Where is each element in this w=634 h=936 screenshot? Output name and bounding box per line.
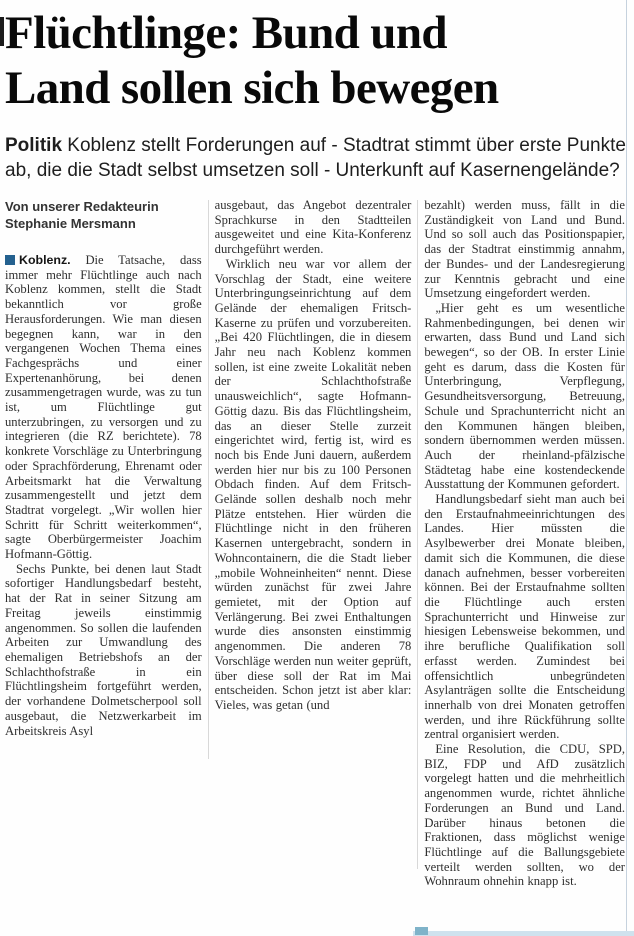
article-headline [4, 6, 625, 116]
byline-line-2: Stephanie Mersmann [5, 216, 136, 231]
paragraph: Wirklich neu war vor allem der Vorschlag der Stadt, eine weitere Unterbringungseinrichtung auf dem Gelände der ehemaligen Fritsch-Kaserne zu prüfen und vorzubereiten. „Bei 420 Flüchtlingen, die in diesem Jahr neu nach Koblenz kommen sollen, ist eine zweite Lokalität neben der Schlachthofstraße unausweichlich“, sagte Hofmann-Göttig dazu. Bis das Flüchtlingsheim, das an dieser Stelle zurzeit eingerichtet wird, fertig ist, wird es noch bis Ende Juni dauern, außerdem werden hier nur bis zu 100 Personen Obdach finden. Auf dem Fritsch-Gelände sollen deshalb noch mehr Plätze entstehen. Hier würden die Flüchtlinge nicht in den früheren Kasernen untergebracht, sondern in Wohncontainern, die die Stadt lieber „mobile Wohneinheiten“ nennt. Diese würden zunächst für zwei Jahre gemietet, mit der Option auf Verlängerung. Bei zwei Enthaltungen wurde dies ansonsten einstimmig angenommen. Die anderen 78 Vorschläge werden nun weiter geprüft, über diese soll der Rat im Mai entscheiden. Schon jetzt ist aber klar: Vieles, was getan (und [214, 256, 412, 712]
dateline-bullet-icon [5, 255, 15, 265]
dateline: Koblenz. [19, 253, 71, 267]
scan-right-edge [626, 0, 627, 936]
column-1 [5, 198, 202, 889]
byline-line-1: Von unserer Redakteurin [5, 199, 159, 214]
article-subhead [5, 133, 626, 183]
paragraph: Handlungsbedarf sieht man auch bei den Erstaufnahmeeinrichtungen des Landes. Hier müssten die Asylbewerber drei Monate bleiben, damit sich die Kommunen, die diese danach aufnehmen, besser vorbereiten können. Bei der Erstaufnahme sollten die Flüchtlinge auch ersten Sprachunterricht und Hinweise zur hiesigen Lebensweise bekommen, und ihre berufliche Qualifikation soll erfasst werden. Zumindest bei offensichtlich unbegründeten Asylanträgen sollte die Entscheidung innerhalb von drei Monaten getroffen werden, und ihre Rückführung sollte zentral organisiert werden. [424, 492, 625, 742]
paragraph: Eine Resolution, die CDU, SPD, BIZ, FDP und AfD zusätzlich vorgelegt hatten und die mehrheitlich angenommen wurde, richtet ähnliche Forderungen an Bund und Land. Darüber hinaus betonen die Fraktionen, dass möglichst wenige Flüchtlinge auf die Ballungsgebiete verteilt werden sollten, wo der Wohnraum ohnehin knapp ist. [424, 742, 625, 889]
column-2 [215, 198, 412, 889]
scan-edge-mark [0, 17, 4, 46]
paragraph-lead [5, 253, 202, 562]
paragraph: „Hier geht es um wesentliche Rahmenbedingungen, bei denen wir erwarten, dass Bund und Land sich bewegen“, so der OB. In erster Linie geht es darum, dass die Kosten für Unterbringung, Verpflegung, Gesundheitsversorgung, Betreuung, Schule und Sprachunterricht nicht an den Kommunen hängen bleiben, sondern übernommen werden müssen. Auch der rheinland-pfälzische Städtetag habe eine kostendeckende Ausstattung der Kommunen gefordert. [424, 300, 625, 492]
paragraph: ausgebaut, das Angebot dezentraler Sprachkurse in den Stadtteilen ausgeweitet und eine Kita-Konferenz durchgeführt werden. [214, 198, 412, 257]
section-kicker: Politik [5, 135, 63, 156]
column-3 [424, 198, 625, 889]
paragraph: Sechs Punkte, bei denen laut Stadt sofortiger Handlungsbedarf besteht, hat der Rat in seiner Sitzung am Freitag jeweils einstimmig angenommen. So sollen die laufenden Arbeiten zur Umwandlung des ehemaligen Betriebshofs an der Schlachthofstraße in ein Flüchtlingsheim fortgeführt werden, der vorhandene Dolmetscherpool soll ausgebaut, die Netzwerkarbeit im Arbeitskreis Asyl [5, 561, 202, 738]
headline-line-2: Land sollen sich bewegen [5, 62, 499, 114]
scan-bottom-strip [413, 931, 634, 936]
headline-line-1: Flüchtlinge: Bund und [5, 7, 447, 59]
paragraph: bezahlt) werden muss, fällt in die Zuständigkeit von Land und Bund. Und so soll auch das Positionspapier, das der Stadtrat einstimmig annahm, der Bundes- und der Landesregierung zur Kenntnis gebracht und eine Umsetzung eingefordert werden. [424, 198, 625, 301]
byline [5, 198, 202, 232]
column-separator [417, 200, 418, 869]
paragraph-text: Die Tatsache, dass immer mehr Flüchtlinge auch nach Koblenz kommen, stellt die Stadt bekanntlich vor große Herausforderungen. Wie man diesen begegnen kann, war in den vergangenen Wochen Thema eines Fachgesprächs und einer Expertenanhörung, bei denen zusammengetragen wurde, was zu tun ist, um Flüchtlinge gut unterzubringen, zu versorgen und zu integrieren (die RZ berichtete). 78 konkrete Vorschläge zu Unterbringung oder Sprachförderung, Ehrenamt oder Arbeitsmarkt hat die Verwaltung zusammengestellt und jetzt dem Stadtrat vorgelegt. „Wir wollen hier Schritt für Schritt weiterkommen“, sagte Oberbürgermeister Joachim Hofmann-Göttig. [5, 253, 202, 562]
subhead-text: Koblenz stellt Forderungen auf - Stadtrat stimmt über erste Punkte ab, die die Stadt selbst umsetzen soll - Unterkunft auf Kasernengelände? [5, 135, 626, 181]
article-columns [5, 198, 625, 889]
scan-bottom-strip-cap [415, 927, 428, 935]
column-separator [208, 200, 209, 759]
